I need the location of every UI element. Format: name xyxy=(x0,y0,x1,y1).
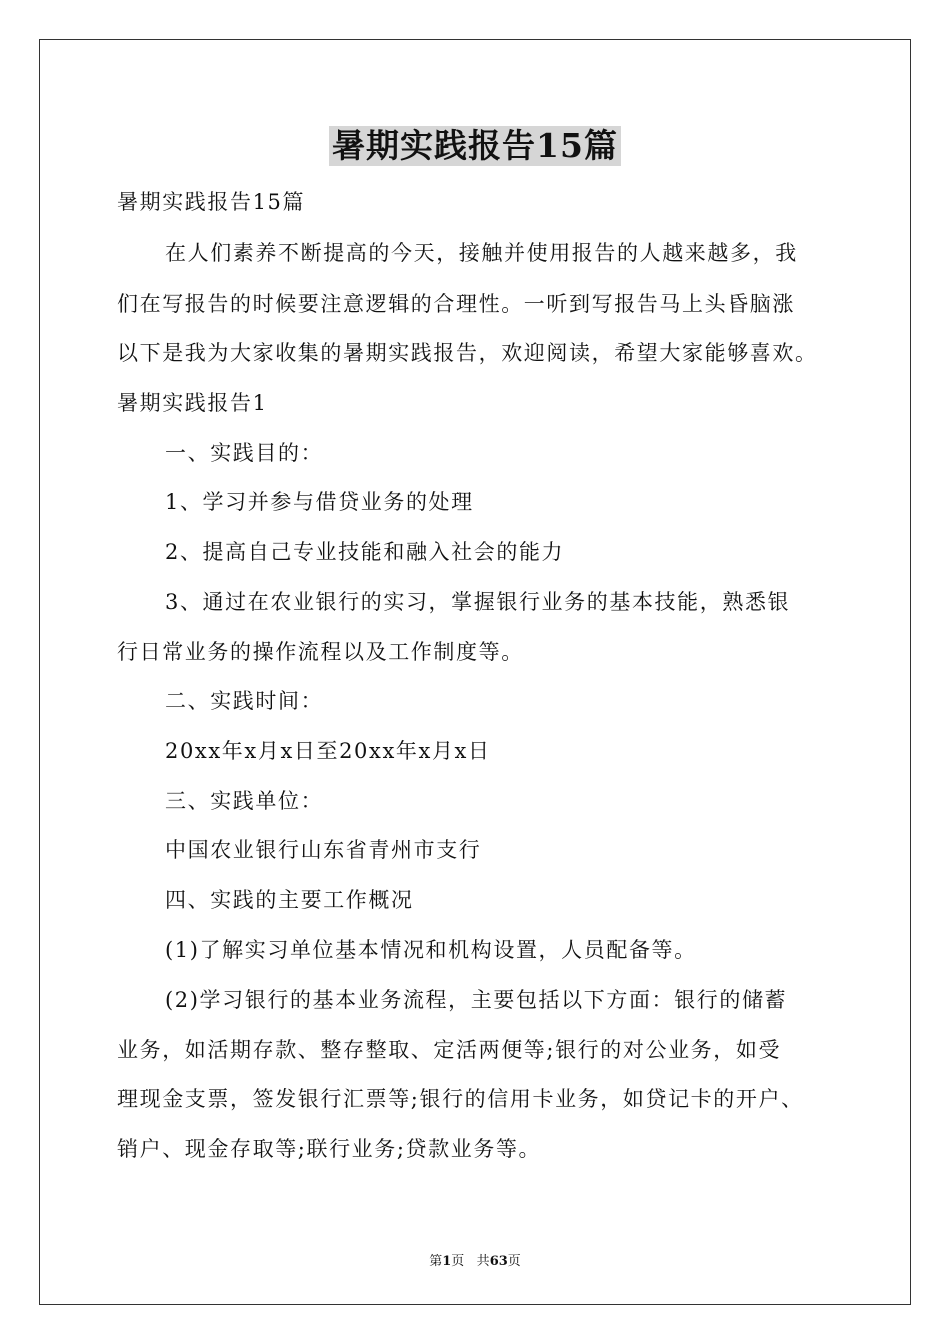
time-value: 20xx年x月x日至20xx年x月x日 xyxy=(165,739,491,763)
section-time: 二、实践时间： xyxy=(165,689,324,713)
page-footer xyxy=(0,1250,950,1269)
report-heading: 暑期实践报告1 xyxy=(117,391,268,415)
unit-value: 中国农业银行山东省青州市支行 xyxy=(165,838,482,862)
footer-page-suffix: 页 xyxy=(451,1254,465,1269)
footer-total-suffix: 页 xyxy=(507,1254,521,1269)
purpose-item-2: 2、提高自己专业技能和融入社会的能力 xyxy=(165,540,565,564)
work-item-2-cont-2: 理现金支票，签发银行汇票等;银行的信用卡业务，如贷记卡的开户、 xyxy=(117,1087,804,1111)
footer-page-prefix: 第 xyxy=(429,1254,443,1269)
page-border xyxy=(39,39,911,1305)
intro-line-1: 在人们素养不断提高的今天，接触并使用报告的人越来越多，我 xyxy=(165,241,798,265)
purpose-item-3-cont: 行日常业务的操作流程以及工作制度等。 xyxy=(117,640,524,664)
section-unit: 三、实践单位： xyxy=(165,789,324,813)
work-item-1: (1)了解实习单位基本情况和机构设置，人员配备等。 xyxy=(165,938,697,962)
footer-total-number: 63 xyxy=(489,1254,508,1269)
purpose-item-3: 3、通过在农业银行的实习，掌握银行业务的基本技能，熟悉银 xyxy=(165,590,791,614)
section-work: 四、实践的主要工作概况 xyxy=(165,888,414,912)
document-title-wrap xyxy=(0,126,950,166)
intro-line-2: 们在写报告的时候要注意逻辑的合理性。一听到写报告马上头昏脑涨 xyxy=(117,292,795,316)
work-item-2-cont-3: 销户、现金存取等;联行业务;贷款业务等。 xyxy=(117,1137,542,1161)
footer-total-prefix: 共 xyxy=(476,1254,490,1269)
purpose-item-1: 1、学习并参与借贷业务的处理 xyxy=(165,490,474,514)
subtitle-line: 暑期实践报告15篇 xyxy=(117,190,306,214)
work-item-2-cont-1: 业务，如活期存款、整存整取、定活两便等;银行的对公业务，如受 xyxy=(117,1038,782,1062)
document-title: 暑期实践报告15篇 xyxy=(329,126,621,166)
work-item-2: (2)学习银行的基本业务流程，主要包括以下方面：银行的储蓄 xyxy=(165,988,788,1012)
footer-page-number: 1 xyxy=(442,1254,452,1269)
section-purpose: 一、实践目的： xyxy=(165,441,324,465)
intro-line-3: 以下是我为大家收集的暑期实践报告，欢迎阅读，希望大家能够喜欢。 xyxy=(117,341,818,365)
